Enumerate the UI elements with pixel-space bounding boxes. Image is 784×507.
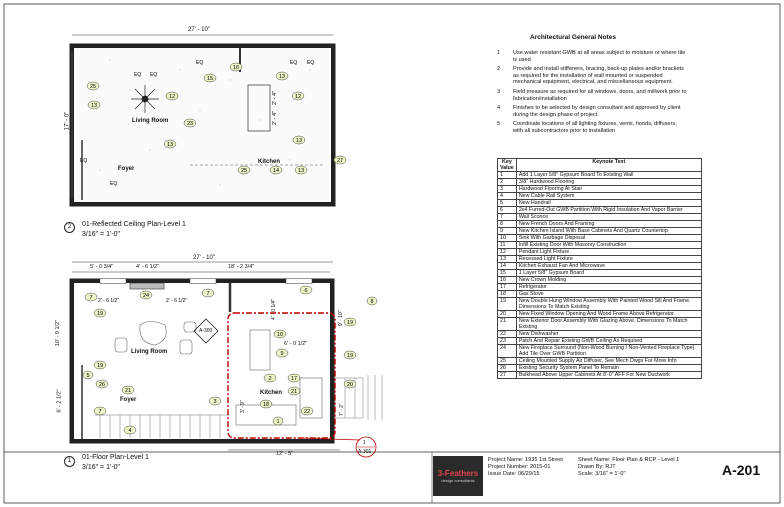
general-note xyxy=(497,121,687,134)
svg-text:13: 13 xyxy=(278,74,286,80)
keynote-row xyxy=(498,298,702,311)
chandelier-symbol xyxy=(131,85,159,113)
keynote-key: 25 xyxy=(498,358,517,365)
detail-callout-ref: A-301 xyxy=(358,449,372,455)
svg-text:3: 3 xyxy=(213,399,217,405)
logo-text: 3-Feathers xyxy=(437,469,479,478)
keynote-row xyxy=(498,345,702,358)
svg-text:7: 7 xyxy=(206,291,210,297)
svg-text:2' - 4": 2' - 4" xyxy=(272,90,278,105)
keynote-key: 14 xyxy=(498,263,517,270)
keynote-row xyxy=(498,200,702,207)
fireplace xyxy=(130,283,164,289)
svg-text:19: 19 xyxy=(96,363,104,369)
svg-text:9' - 10": 9' - 10" xyxy=(338,310,344,326)
plan-dim-a: 5' - 0 3/4" xyxy=(90,264,114,270)
svg-text:4' - 0 1/4": 4' - 0 1/4" xyxy=(271,298,277,320)
keynote-row xyxy=(498,291,702,298)
keynote-key: 5 xyxy=(498,200,517,207)
keynote-row xyxy=(498,277,702,284)
svg-text:26: 26 xyxy=(98,382,106,388)
keynote-row xyxy=(498,228,702,235)
titleblock-project-info xyxy=(488,457,563,478)
keynote-text: New French Doors And Framing xyxy=(516,221,701,228)
keynote-key: 24 xyxy=(498,345,517,358)
issue-date: Issue Date: 06/29/15 xyxy=(488,471,540,477)
plan-room-kitchen: Kitchen xyxy=(260,390,283,396)
svg-text:EQ: EQ xyxy=(290,60,298,66)
rcp-room-kitchen: Kitchen xyxy=(258,159,281,165)
svg-text:21: 21 xyxy=(124,388,132,394)
svg-text:3' - 9": 3' - 9" xyxy=(240,400,246,413)
keynote-key: 23 xyxy=(498,338,517,345)
keynote-row xyxy=(498,179,702,186)
company-logo xyxy=(433,456,483,496)
plan-title: 01-Floor Plan-Level 1 xyxy=(82,454,149,461)
keynote-key: 8 xyxy=(498,221,517,228)
svg-text:9: 9 xyxy=(280,351,284,357)
rcp-title: 01-Reflected Ceiling Plan-Level 1 xyxy=(82,221,186,228)
svg-text:19: 19 xyxy=(96,311,104,317)
svg-text:19: 19 xyxy=(346,320,354,326)
svg-text:5: 5 xyxy=(86,373,90,379)
rcp-room-living: Living Room xyxy=(132,118,169,124)
svg-text:16: 16 xyxy=(232,65,240,71)
keynote-header-text: Keynote Text xyxy=(516,159,701,172)
keynote-key: 19 xyxy=(498,298,517,311)
keynote-key: 18 xyxy=(498,291,517,298)
keynote-text: New Cable Rail System xyxy=(516,193,701,200)
general-note xyxy=(497,66,687,86)
note-text: Field measure as required for all windows, doors, and millwork prior to fabrication/installation xyxy=(513,88,687,102)
keynote-row xyxy=(498,311,702,318)
keynote-text: Wall Sconce xyxy=(516,214,701,221)
plan-dim-e: 6' - 0 1/2" xyxy=(284,341,308,347)
keynote-text: Pendant Light Fixture xyxy=(516,249,701,256)
reflected-ceiling-plan xyxy=(72,35,346,204)
plan-scale: 3/16" = 1'-0" xyxy=(82,464,121,471)
note-text: Use water resistant GWB at all areas subject to moisture or where tile is used xyxy=(513,50,686,63)
svg-text:24: 24 xyxy=(142,293,150,299)
keynote-key: 7 xyxy=(498,214,517,221)
rcp-width-dim: 27' - 10" xyxy=(188,27,210,33)
keynote-key: 9 xyxy=(498,228,517,235)
note-text: Finishes to be selected by design consultant and approved by client during the design phase of project. xyxy=(513,105,681,118)
note-number: 3 xyxy=(497,88,501,95)
plan-dim-d: 12' - 5" xyxy=(276,451,294,457)
titleblock-sheet-info xyxy=(578,457,679,478)
keynote-row xyxy=(498,214,702,221)
keynote-key: 1 xyxy=(498,172,517,179)
svg-text:14: 14 xyxy=(272,168,280,174)
keynote-row xyxy=(498,270,702,277)
keynote-key: 2 xyxy=(498,179,517,186)
svg-text:EQ: EQ xyxy=(196,60,204,66)
svg-text:25: 25 xyxy=(240,168,248,174)
svg-text:2' - 6 1/2": 2' - 6 1/2" xyxy=(166,298,188,304)
keynote-row xyxy=(498,221,702,228)
sheet-scale: Scale: 3/16" = 1'-0" xyxy=(578,471,626,477)
keynote-text: New Fixed Window Opening And Wood Frame Above Refrigerator. xyxy=(516,311,701,318)
keynote-text: 3/8" Hardwood Flooring xyxy=(516,179,701,186)
keynote-row xyxy=(498,365,702,372)
keynote-key: 13 xyxy=(498,256,517,263)
svg-text:7' - 2": 7' - 2" xyxy=(339,403,345,416)
keynote-key: 21 xyxy=(498,318,517,331)
svg-text:13: 13 xyxy=(166,142,174,148)
keynote-text: New Handrail xyxy=(516,200,701,207)
rcp-view-number: 2 xyxy=(64,222,75,233)
svg-text:2: 2 xyxy=(268,376,272,382)
detail-callout-number: 1 xyxy=(363,440,366,446)
keynote-row xyxy=(498,284,702,291)
keynote-key: 10 xyxy=(498,235,517,242)
sheet-name: Sheet Name: Floor Plan & RCP - Level 1 xyxy=(578,457,680,463)
notes-title: Architectural General Notes xyxy=(530,34,616,41)
sheet-number: A-201 xyxy=(722,462,761,478)
general-note xyxy=(497,105,687,118)
keynote-text: New Kitchen Island With Base Cabinets And Quartz Countertop xyxy=(516,228,701,235)
keynote-text: Existing Security System Panel To Remain xyxy=(516,365,701,372)
plan-width-dim: 27' - 10" xyxy=(193,255,215,261)
keynote-text: Hardwood Flooring At Stair xyxy=(516,186,701,193)
svg-text:13: 13 xyxy=(90,103,98,109)
note-number: 4 xyxy=(497,105,501,112)
keynote-row xyxy=(498,338,702,345)
keynote-key: 15 xyxy=(498,270,517,277)
svg-text:7: 7 xyxy=(89,295,93,301)
keynote-text: Ceiling Mounted Supply Air Diffuser, See Mech Dwgs For More Info xyxy=(516,358,701,365)
svg-text:21: 21 xyxy=(290,389,298,395)
plan-dim-c: 18' - 2 3/4" xyxy=(228,264,255,270)
keynote-key: 6 xyxy=(498,207,517,214)
keynote-row xyxy=(498,358,702,365)
svg-text:7: 7 xyxy=(98,409,102,415)
svg-text:EQ: EQ xyxy=(110,181,118,187)
logo-subtext: design consultants xyxy=(441,478,475,483)
svg-text:12: 12 xyxy=(294,94,302,100)
keynote-row xyxy=(498,263,702,270)
keynote-text: New Double Hung Window Assembly With Painted Wood Sill And Frame. Dimensions To Match Existing xyxy=(516,298,701,311)
drawn-by: Drawn By: RJT xyxy=(578,464,616,470)
plan-room-foyer: Foyer xyxy=(120,397,137,403)
rcp-scale: 3/16" = 1'-0" xyxy=(82,231,121,238)
project-number: Project Number: 2015-01 xyxy=(488,464,551,470)
svg-text:20: 20 xyxy=(346,382,354,388)
keynote-row xyxy=(498,207,702,214)
note-text: Coordinate locations of all lighting fixtures, vents, hoods, diffusers, with all subcontractors prior to installation xyxy=(513,121,677,134)
svg-text:12: 12 xyxy=(168,94,176,100)
note-number: 2 xyxy=(497,66,501,73)
svg-text:23: 23 xyxy=(186,121,194,127)
keynote-text: New Dishwasher xyxy=(516,331,701,338)
svg-text:EQ: EQ xyxy=(134,72,142,78)
keynote-row xyxy=(498,186,702,193)
keynote-text: Sink With Garbage Disposal xyxy=(516,235,701,242)
keynote-key: 26 xyxy=(498,365,517,372)
keynote-key: 20 xyxy=(498,311,517,318)
svg-text:17: 17 xyxy=(290,376,298,382)
keynote-header-key: Key Value xyxy=(498,159,517,172)
keynote-key: 27 xyxy=(498,372,517,379)
keynote-row xyxy=(498,372,702,379)
general-note xyxy=(497,50,687,63)
keynote-text: Refrigerator xyxy=(516,284,701,291)
svg-text:15: 15 xyxy=(206,76,214,82)
rcp-room-foyer: Foyer xyxy=(118,166,135,172)
keynote-text: Gas Stove xyxy=(516,291,701,298)
keynote-text: Add 1 Layer 5/8" Gypsum Board To Existing Wall xyxy=(516,172,701,179)
svg-text:18: 18 xyxy=(262,402,270,408)
plan-dim-left1: 10' - 9 1/2" xyxy=(55,319,62,347)
keynote-row xyxy=(498,256,702,263)
keynote-row xyxy=(498,172,702,179)
keynote-row xyxy=(498,249,702,256)
keynote-text: Recessed Light Fixture xyxy=(516,256,701,263)
plan-view-number: 1 xyxy=(64,456,75,467)
keynote-text: Infill Existing Door With Masonry Construction xyxy=(516,242,701,249)
keynote-key: 4 xyxy=(498,193,517,200)
note-number: 5 xyxy=(497,121,501,128)
svg-text:EQ: EQ xyxy=(80,158,88,164)
svg-text:22: 22 xyxy=(303,409,311,415)
floor-plan xyxy=(72,262,382,457)
rcp-height-dim: 17' - 0" xyxy=(64,111,71,131)
svg-text:13: 13 xyxy=(297,168,305,174)
keynote-row xyxy=(498,318,702,331)
keynote-row xyxy=(498,331,702,338)
svg-text:6: 6 xyxy=(304,288,308,294)
keynote-text: New Fireplace Surround (Non-Wood Burning / Non-Vented Fireplace Type). Add Tile Over GWB Partition xyxy=(516,345,701,358)
keynote-text: New Exterior Door Assembly With Glazing Above. Dimensions To Match Existing xyxy=(516,318,701,331)
note-text: Provide and install stiffeners, bracing, back-up plates and/or brackets as required for the installation of wall mounted or suspended mechanical equipment, electrical, and miscellaneous equipment. xyxy=(513,66,684,86)
keynote-key: 22 xyxy=(498,331,517,338)
keynote-key: 11 xyxy=(498,242,517,249)
keynote-row xyxy=(498,242,702,249)
keynote-text: Kitchen Exhaust Fan And Microwave xyxy=(516,263,701,270)
svg-text:2' - 4": 2' - 4" xyxy=(272,110,278,125)
keynote-row xyxy=(498,193,702,200)
general-notes-list xyxy=(497,50,687,138)
general-note xyxy=(497,89,687,102)
section-ref: A-300 xyxy=(199,328,213,334)
svg-text:25: 25 xyxy=(89,84,97,90)
keynote-text: 1 Layer 5/8" Gypsum Board xyxy=(516,270,701,277)
svg-text:4: 4 xyxy=(128,428,132,434)
svg-text:10: 10 xyxy=(276,332,284,338)
svg-text:27: 27 xyxy=(336,158,344,164)
keynote-table xyxy=(497,158,702,379)
keynote-row xyxy=(498,235,702,242)
svg-text:8: 8 xyxy=(370,299,374,305)
keynote-text: 2x4 Furred-Out GWB Partition With Rigid Insulation And Vapor Barrier xyxy=(516,207,701,214)
keynote-text: Patch And Repair Existing GWB Ceiling As Required xyxy=(516,338,701,345)
keynote-text: New Crown Molding xyxy=(516,277,701,284)
plan-room-living: Living Room xyxy=(131,349,168,355)
svg-text:2' - 6 1/2": 2' - 6 1/2" xyxy=(98,298,120,304)
keynote-text: Bulkhead Above Upper Cabinets At 8'-0" AFF For New Ductwork xyxy=(516,372,701,379)
svg-text:19: 19 xyxy=(346,353,354,359)
project-name: Project Name: 1935 1st Street xyxy=(488,457,563,463)
svg-text:1: 1 xyxy=(276,419,280,425)
svg-text:EQ: EQ xyxy=(307,60,315,66)
svg-text:13: 13 xyxy=(295,138,303,144)
keynote-key: 17 xyxy=(498,284,517,291)
plan-dim-left2: 6' - 2 1/2" xyxy=(56,389,63,413)
svg-text:EQ: EQ xyxy=(150,72,158,78)
keynote-key: 12 xyxy=(498,249,517,256)
keynote-key: 3 xyxy=(498,186,517,193)
keynote-key: 16 xyxy=(498,277,517,284)
plan-dim-b: 4' - 6 1/2" xyxy=(136,264,160,270)
note-number: 1 xyxy=(497,50,501,56)
